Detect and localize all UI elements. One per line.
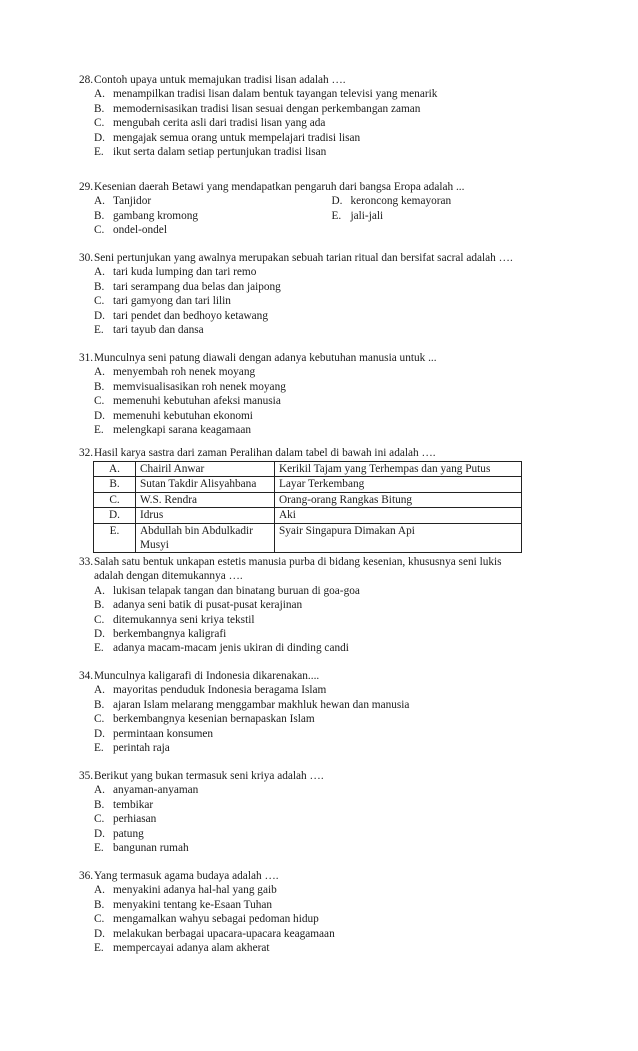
option-text: memvisualisasikan roh nenek moyang	[113, 380, 286, 393]
question-text: Munculnya kaligarafi di Indonesia dikarenakan....	[94, 670, 320, 682]
option-text: mempercayai adanya alam akherat	[113, 941, 270, 954]
question-34	[79, 669, 569, 755]
option-a[interactable]	[94, 584, 569, 598]
option-a[interactable]	[94, 883, 569, 897]
option-text: jali-jali	[350, 209, 384, 222]
table-cell-author: Abdullah bin Abdulkadir Musyi	[136, 523, 275, 553]
option-d[interactable]	[332, 194, 570, 208]
option-text: ajaran Islam melarang menggambar makhluk hewan dan manusia	[113, 698, 410, 711]
question-stem	[79, 251, 569, 265]
question-text: Kesenian daerah Betawi yang mendapatkan pengaruh dari bangsa Eropa adalah ...	[94, 181, 465, 193]
table-row[interactable]	[94, 508, 522, 523]
option-b[interactable]	[94, 698, 569, 712]
option-c[interactable]	[94, 812, 569, 826]
option-text: menyakini tentang ke-Esaan Tuhan	[113, 898, 273, 911]
table-row[interactable]	[94, 492, 522, 507]
option-text: lukisan telapak tangan dan binatang buruan di goa-goa	[113, 584, 360, 597]
option-text: mayoritas penduduk Indonesia beragama Islam	[113, 684, 327, 697]
option-letter: B.	[94, 280, 105, 293]
option-d[interactable]	[94, 727, 569, 741]
option-text: patung	[113, 827, 144, 840]
table-cell-author: Idrus	[136, 508, 275, 523]
question-35	[79, 769, 569, 855]
question-28	[79, 73, 569, 159]
question-number: 28.	[79, 74, 94, 86]
option-letter: C.	[94, 295, 105, 308]
option-text: perintah raja	[113, 741, 170, 754]
option-text: memenuhi kebutuhan afeksi manusia	[113, 395, 281, 408]
question-number: 35.	[79, 770, 94, 782]
option-a[interactable]	[94, 683, 569, 697]
option-c[interactable]	[94, 712, 569, 726]
option-letter: D.	[331, 195, 343, 208]
option-letter: B.	[94, 380, 105, 393]
option-text: tari gamyong dan tari lilin	[113, 295, 231, 308]
table-cell-letter: E.	[94, 523, 136, 553]
option-text: mengubah cerita asli dari tradisi lisan yang ada	[113, 117, 326, 130]
option-c[interactable]	[94, 613, 569, 627]
question-number: 32.	[79, 447, 94, 459]
option-letter: A.	[94, 266, 105, 279]
option-b[interactable]	[94, 898, 569, 912]
option-letter: A.	[94, 366, 105, 379]
table-cell-letter: D.	[94, 508, 136, 523]
question-number: 34.	[79, 670, 94, 682]
question-stem	[79, 869, 569, 883]
option-letter: C.	[94, 224, 105, 237]
question-number: 36.	[79, 870, 94, 882]
table-cell-work: Orang-orang Rangkas Bitung	[275, 492, 522, 507]
option-letter: A.	[94, 195, 105, 208]
option-c[interactable]	[94, 294, 569, 308]
option-text: ditemukannya seni kriya tekstil	[113, 613, 255, 626]
option-c[interactable]	[94, 912, 569, 926]
question-stem	[79, 769, 569, 783]
option-text: menyembah roh nenek moyang	[113, 366, 256, 379]
question-number: 31.	[79, 352, 94, 364]
question-text: Yang termasuk agama budaya adalah ….	[94, 870, 279, 882]
table-cell-work: Kerikil Tajam yang Terhempas dan yang Putus	[275, 462, 522, 477]
option-text: tari kuda lumping dan tari remo	[113, 266, 257, 279]
option-text: tari tayub dan dansa	[113, 323, 204, 336]
question-text: Salah satu bentuk unkapan estetis manusia purba di bidang kesenian, khususnya seni lukis	[94, 556, 502, 568]
option-text: berkembangnya kaligrafi	[113, 627, 227, 640]
option-letter: B.	[94, 209, 105, 222]
option-e[interactable]	[94, 145, 569, 159]
option-letter: D.	[94, 727, 105, 740]
option-letter: A.	[94, 88, 105, 101]
option-a[interactable]	[94, 783, 569, 797]
option-e[interactable]	[94, 741, 569, 755]
table-cell-work: Syair Singapura Dimakan Api	[275, 523, 522, 553]
option-text: permintaan konsumen	[113, 727, 214, 740]
question-33	[79, 555, 569, 656]
option-letter: A.	[94, 784, 105, 797]
option-letter: B.	[94, 102, 105, 115]
option-d[interactable]	[94, 927, 569, 941]
option-text: ikut serta dalam setiap pertunjukan tradisi lisan	[113, 145, 327, 158]
option-d[interactable]	[94, 627, 569, 641]
option-letter: D.	[94, 627, 105, 640]
option-letter: C.	[94, 813, 105, 826]
option-text: gambang kromong	[113, 209, 199, 222]
option-text: melengkapi sarana keagamaan	[113, 423, 252, 436]
table-cell-author: Chairil Anwar	[136, 462, 275, 477]
table-cell-letter: A.	[94, 462, 136, 477]
option-e[interactable]	[94, 641, 569, 655]
table-row[interactable]	[94, 477, 522, 492]
option-b[interactable]	[94, 102, 569, 116]
option-text: berkembangnya kesenian bernapaskan Islam	[113, 713, 315, 726]
question-number: 29.	[79, 181, 94, 193]
option-text: keroncong kemayoran	[350, 195, 452, 208]
question-number: 33.	[79, 556, 94, 568]
option-c[interactable]	[94, 394, 569, 408]
table-row[interactable]	[94, 462, 522, 477]
table-cell-letter: C.	[94, 492, 136, 507]
option-a[interactable]	[94, 365, 569, 379]
option-text: mengajak semua orang untuk mempelajari tradisi lisan	[113, 131, 361, 144]
question-stem	[79, 446, 569, 460]
option-e[interactable]	[94, 423, 569, 437]
question-32	[79, 446, 569, 460]
option-b[interactable]	[94, 209, 332, 223]
option-b[interactable]	[94, 380, 569, 394]
question-stem	[79, 669, 569, 683]
option-text: tari serampang dua belas dan jaipong	[113, 280, 281, 293]
option-letter: E.	[331, 209, 342, 222]
question-stem	[79, 180, 569, 194]
option-c[interactable]	[94, 116, 569, 130]
question-text: Munculnya seni patung diawali dengan adanya kebutuhan manusia untuk ...	[94, 352, 437, 364]
option-letter: E.	[94, 841, 104, 854]
option-a[interactable]	[94, 87, 569, 101]
option-text: Tanjidor	[113, 195, 152, 208]
option-e[interactable]	[332, 209, 570, 223]
option-letter: E.	[94, 145, 104, 158]
option-d[interactable]	[94, 409, 569, 423]
option-text: perhiasan	[113, 813, 157, 826]
question-36	[79, 869, 569, 955]
question-text: Contoh upaya untuk memajukan tradisi lisan adalah ….	[94, 74, 346, 86]
option-d[interactable]	[94, 309, 569, 323]
option-letter: B.	[94, 698, 105, 711]
option-letter: A.	[94, 684, 105, 697]
option-text: tembikar	[113, 798, 154, 811]
option-text: menyakini adanya hal-hal yang gaib	[113, 884, 277, 897]
option-text: ondel-ondel	[113, 224, 167, 237]
option-c[interactable]	[94, 223, 569, 237]
option-list	[79, 365, 569, 437]
option-letter: C.	[94, 613, 105, 626]
option-b[interactable]	[94, 598, 569, 612]
option-letter: B.	[94, 798, 105, 811]
option-a[interactable]	[94, 265, 569, 279]
table-cell-author: Sutan Takdir Alisyahbana	[136, 477, 275, 492]
option-letter: D.	[94, 827, 105, 840]
option-text: memodernisasikan tradisi lisan sesuai dengan perkembangan zaman	[113, 102, 421, 115]
option-text: mengamalkan wahyu sebagai pedoman hidup	[113, 913, 319, 926]
table-row[interactable]	[94, 523, 522, 553]
option-text: adanya seni batik di pusat-pusat kerajinan	[113, 599, 303, 612]
option-e[interactable]	[94, 941, 569, 955]
option-letter: A.	[94, 584, 105, 597]
table-cell-work: Aki	[275, 508, 522, 523]
option-text: tari pendet dan bedhoyo ketawang	[113, 309, 268, 322]
option-d[interactable]	[94, 131, 569, 145]
option-letter: E.	[94, 941, 104, 954]
option-text: melakukan berbagai upacara-upacara keagamaan	[113, 927, 335, 940]
question-31	[79, 351, 569, 437]
option-b[interactable]	[94, 280, 569, 294]
option-text: bangunan rumah	[113, 841, 189, 854]
question-text: Seni pertunjukan yang awalnya merupakan sebuah tarian ritual dan bersifat sacral adalah ….	[94, 252, 513, 264]
question-stem	[79, 351, 569, 365]
option-letter: A.	[94, 884, 105, 897]
option-d[interactable]	[94, 827, 569, 841]
option-letter: E.	[94, 423, 104, 436]
option-letter: B.	[94, 898, 105, 911]
literature-table	[93, 461, 522, 553]
option-e[interactable]	[94, 841, 569, 855]
option-letter: D.	[94, 927, 105, 940]
question-stem	[79, 73, 569, 87]
option-list	[79, 87, 569, 159]
option-a[interactable]	[94, 194, 332, 208]
option-text: menampilkan tradisi lisan dalam bentuk tayangan televisi yang menarik	[113, 88, 438, 101]
question-text-continued: adalah dengan ditemukannya ….	[94, 570, 243, 583]
option-letter: E.	[94, 323, 104, 336]
option-letter: C.	[94, 117, 105, 130]
option-list	[79, 265, 569, 337]
option-list	[79, 584, 569, 656]
option-list	[79, 683, 569, 755]
option-text: anyaman-anyaman	[113, 784, 199, 797]
option-letter: D.	[94, 309, 105, 322]
option-row	[94, 209, 569, 223]
table-cell-letter: B.	[94, 477, 136, 492]
table-cell-author: W.S. Rendra	[136, 492, 275, 507]
option-letter: E.	[94, 741, 104, 754]
option-list	[79, 783, 569, 855]
option-letter: D.	[94, 409, 105, 422]
option-letter: E.	[94, 642, 104, 655]
option-letter: D.	[94, 131, 105, 144]
option-text: adanya macam-macam jenis ukiran di dinding candi	[113, 642, 349, 655]
option-text: memenuhi kebutuhan ekonomi	[113, 409, 253, 422]
table-cell-work: Layar Terkembang	[275, 477, 522, 492]
question-30	[79, 251, 569, 337]
option-e[interactable]	[94, 323, 569, 337]
option-letter: C.	[94, 395, 105, 408]
option-row	[94, 194, 569, 208]
option-b[interactable]	[94, 798, 569, 812]
option-letter: B.	[94, 599, 105, 612]
option-letter: C.	[94, 713, 105, 726]
question-stem	[79, 555, 569, 569]
question-text: Berikut yang bukan termasuk seni kriya adalah ….	[94, 770, 324, 782]
option-list	[79, 883, 569, 955]
question-text: Hasil karya sastra dari zaman Peralihan dalam tabel di bawah ini adalah ….	[94, 447, 436, 459]
question-29	[79, 180, 569, 238]
question-number: 30.	[79, 252, 94, 264]
option-letter: C.	[94, 913, 105, 926]
option-list	[79, 194, 569, 237]
